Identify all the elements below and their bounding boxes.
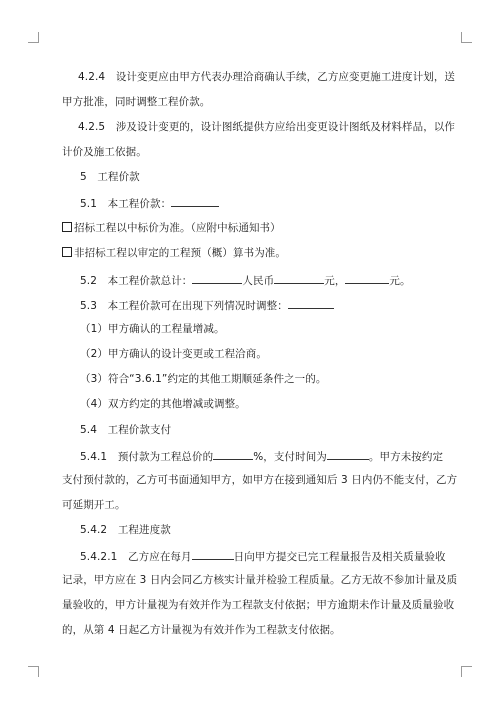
clause-5-4-1-line1 bbox=[80, 448, 443, 464]
clause-5-4-1-text-c: 。甲方未按约定 bbox=[368, 451, 444, 463]
crop-mark-top-right bbox=[461, 32, 472, 43]
clause-5-4-2-1-text-b: 日向甲方提交已完工程量报告及相关质量验收 bbox=[233, 551, 446, 563]
condition-3: （3）符合“3.6.1”约定的其他工期顺延条件之一的。 bbox=[80, 373, 327, 385]
option-non-tender bbox=[62, 246, 286, 260]
clause-5-4-2-1-line3: 量验收的，甲方计量视为有效并作为工程款支付依据；甲方逾期未作计量及质量验收 bbox=[62, 599, 455, 611]
option-non-tender-text: 非招标工程以审定的工程预（概）算书为准。 bbox=[74, 247, 286, 259]
blank-field[interactable] bbox=[192, 548, 234, 560]
clause-5-3-text: 5.3 本工程价款可在出现下列情况时调整： bbox=[80, 300, 288, 312]
clause-4-2-4-line1: 4.2.4 设计变更应由甲方代表办理洽商确认手续，乙方应变更施工进度计划，送 bbox=[78, 71, 456, 83]
crop-mark-bottom-right bbox=[461, 666, 472, 677]
section-5-heading: 5 工程价款 bbox=[80, 171, 140, 183]
blank-field[interactable] bbox=[288, 297, 334, 309]
section-5-4-heading: 5.4 工程价款支付 bbox=[80, 424, 172, 436]
clause-5-2-yuan2: 元。 bbox=[389, 275, 411, 287]
clause-4-2-5-line1: 4.2.5 涉及设计变更的，设计图纸提供方应给出变更设计图纸及材料样品，以作 bbox=[78, 121, 456, 133]
blank-field[interactable] bbox=[171, 195, 219, 207]
option-tender-text: 招标工程以中标价为准。（应附中标通知书） bbox=[74, 222, 281, 234]
clause-5-1-text: 5.1 本工程价款： bbox=[80, 198, 172, 210]
clause-5-2-rmb: 人民币 bbox=[242, 275, 275, 287]
condition-1: （1）甲方确认的工程量增减。 bbox=[80, 323, 225, 335]
clause-5-1 bbox=[80, 195, 219, 211]
clause-5-4-2-1-line4: 的，从第 4 日起乙方计量视为有效并作为工程款支付依据。 bbox=[62, 624, 341, 636]
checkbox-icon[interactable] bbox=[62, 222, 72, 232]
condition-4: （4）双方约定的其他增减或调整。 bbox=[80, 398, 246, 410]
clause-4-2-4-line2: 甲方批准，同时调整工程价款。 bbox=[62, 96, 211, 108]
blank-field[interactable] bbox=[213, 448, 253, 460]
condition-2: （2）甲方确认的设计变更或工程洽商。 bbox=[80, 348, 267, 360]
clause-5-4-2-heading: 5.4.2 工程进度款 bbox=[80, 524, 171, 536]
clause-5-4-2-1-line2: 记录，甲方应在 3 日内会同乙方核实计量并检验工程质量。乙方无故不参加计量及质 bbox=[62, 574, 458, 586]
clause-5-4-2-1-line1 bbox=[80, 548, 446, 564]
blank-field[interactable] bbox=[345, 272, 389, 284]
clause-5-2-text: 5.2 本工程价款总计： bbox=[80, 275, 193, 287]
blank-field[interactable] bbox=[327, 448, 369, 460]
clause-5-2-yuan1: 元， bbox=[324, 275, 346, 287]
clause-5-3 bbox=[80, 297, 334, 313]
crop-mark-top-left bbox=[28, 32, 39, 43]
crop-mark-bottom-left bbox=[28, 666, 39, 677]
clause-5-4-1-text-a: 5.4.1 预付款为工程总价的 bbox=[80, 451, 214, 463]
blank-field[interactable] bbox=[274, 272, 324, 284]
option-tender bbox=[62, 221, 281, 235]
clause-5-2 bbox=[80, 272, 411, 288]
blank-field[interactable] bbox=[192, 272, 242, 284]
clause-4-2-5-line2: 计价及施工依据。 bbox=[62, 146, 147, 158]
clause-5-4-1-line3: 可延期开工。 bbox=[62, 499, 126, 511]
checkbox-icon[interactable] bbox=[62, 247, 72, 257]
clause-5-4-2-1-text-a: 5.4.2.1 乙方应在每月 bbox=[80, 551, 192, 563]
clause-5-4-1-line2: 支付预付款的，乙方可书面通知甲方，如甲方在接到通知后 3 日内仍不能支付，乙方 bbox=[62, 474, 458, 486]
clause-5-4-1-text-b: %，支付时间为 bbox=[253, 451, 327, 463]
